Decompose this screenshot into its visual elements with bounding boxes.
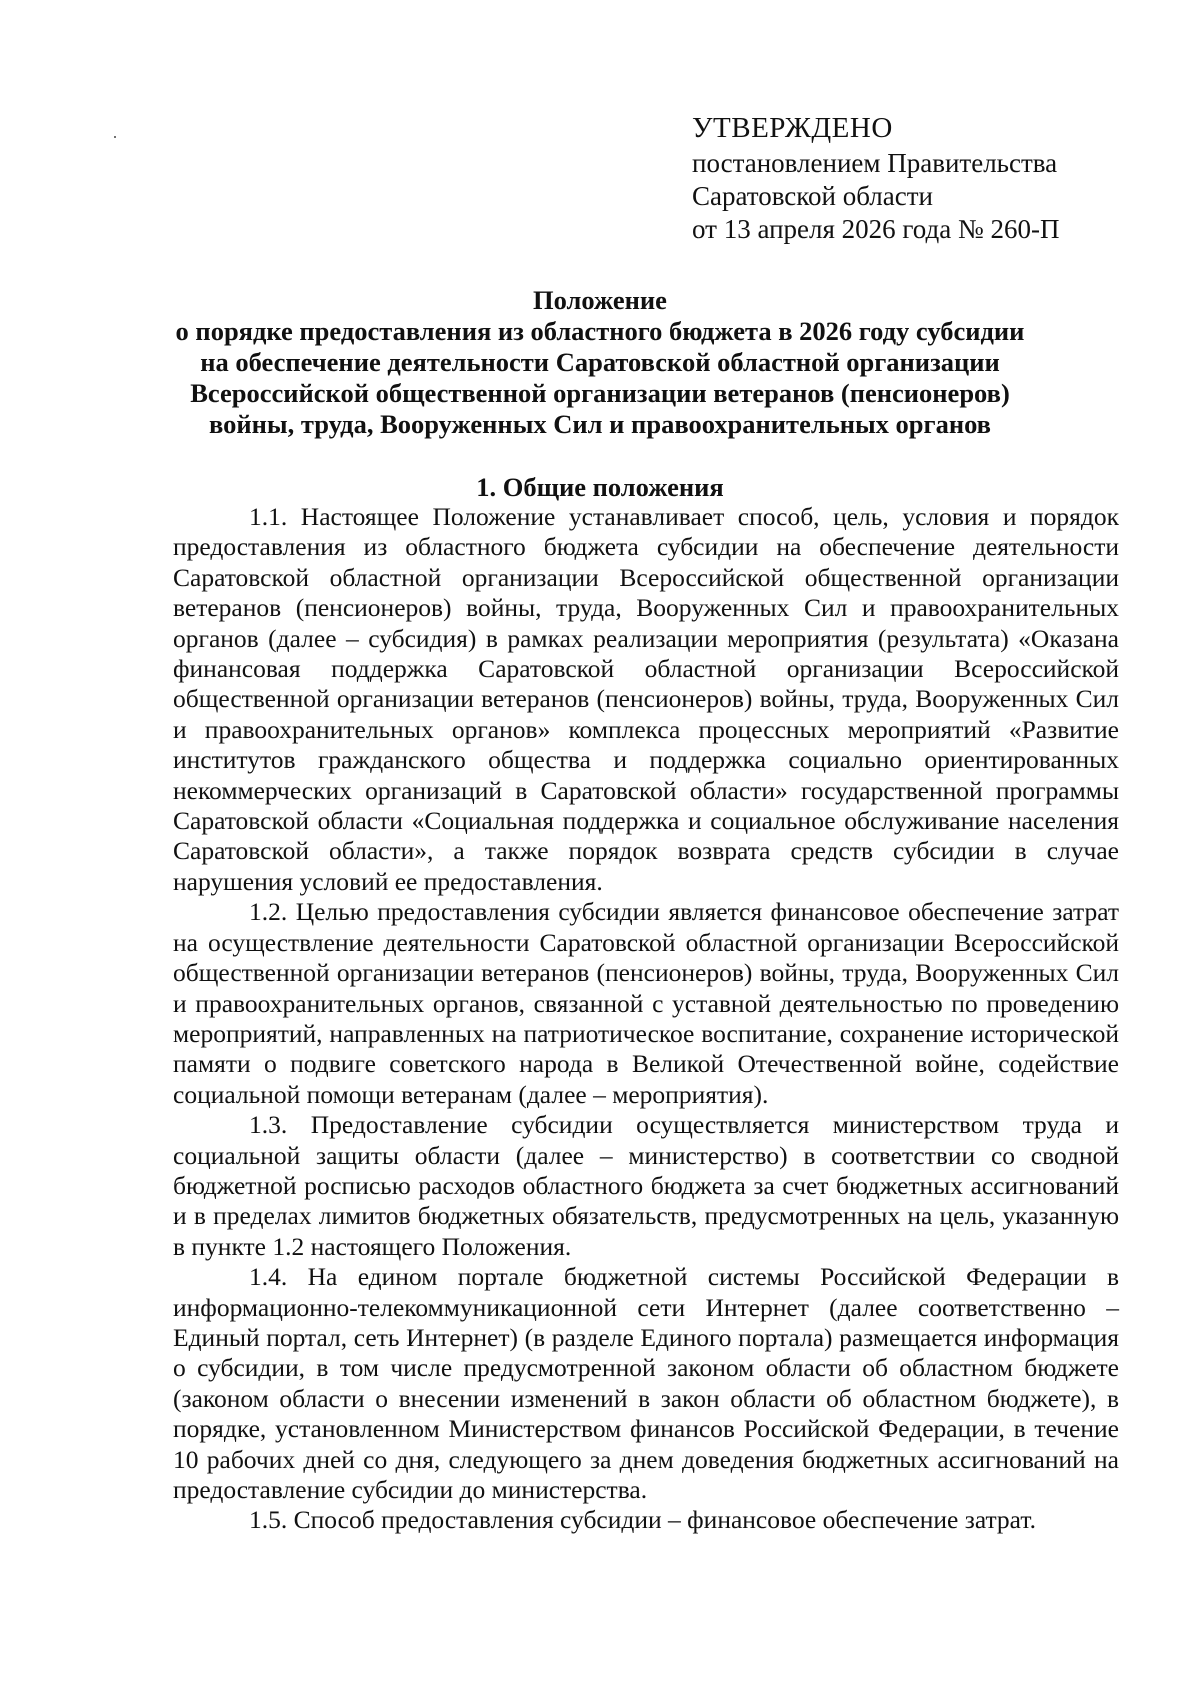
document-title-line-1: Положение — [533, 285, 667, 315]
approval-stamp — [692, 112, 1152, 246]
paragraph-1-4: 1.4. На едином портале бюджетной системы Российской Федерации в информационно-телекоммуникационной сети Интернет (далее соответственно – Единый портал, сеть Интернет) (в разделе Единого портала) размещается информация о субсидии, в том числе предусмотренной законом области об областном бюджете (законом области о внесении изменений в закон области об областном бюджете), в порядке, установленном Министерством финансов Российской Федерации, в течение 10 рабочих дней со дня, следующего за днем доведения бюджетных ассигнований на предоставление субсидии до министерства. — [173, 1262, 1119, 1504]
approval-stamp-line-1: постановлением Правительства — [692, 148, 1058, 178]
approval-stamp-approved: УТВЕРЖДЕНО — [692, 112, 893, 144]
approval-stamp-line-3: от 13 апреля 2026 года № 260-П — [692, 214, 1060, 244]
paragraph-1-1: 1.1. Настоящее Положение устанавливает способ, цель, условия и порядок предоставления из областного бюджета субсидии на обеспечение деятельности Саратовской областной организации Всероссийской общественной организации ветеранов (пенсионеров) войны, труда, Вооруженных Сил и правоохранительных органов (далее – субсидия) в рамках реализации мероприятия (результата) «Оказана финансовая поддержка Саратовской областной организации Всероссийской общественной организации ветеранов (пенсионеров) войны, труда, Вооруженных Сил и правоохранительных органов» комплекса процессных мероприятий «Развитие институтов гражданского общества и поддержка социально ориентированных некоммерческих организаций в Саратовской области» государственной программы Саратовской области «Социальная поддержка и социальное обслуживание населения Саратовской области», а также порядок возврата средств субсидии в случае нарушения условий ее предоставления. — [173, 502, 1119, 896]
scan-speck — [114, 136, 116, 138]
paragraph-1-3: 1.3. Предоставление субсидии осуществляется министерством труда и социальной защиты области (далее – министерство) в соответствии со сводной бюджетной росписью расходов областного бюджета за счет бюджетных ассигнований и в пределах лимитов бюджетных обязательств, предусмотренных на цель, указанную в пункте 1.2 настоящего Положения. — [173, 1110, 1119, 1261]
approval-stamp-line-2: Саратовской области — [692, 181, 933, 211]
paragraph-1-5: 1.5. Способ предоставления субсидии – финансовое обеспечение затрат. — [249, 1505, 1036, 1535]
document-title-line-5: войны, труда, Вооруженных Сил и правоохранительных органов — [209, 409, 991, 439]
section-heading: 1. Общие положения — [476, 472, 724, 502]
document-title-line-4: Всероссийской общественной организации ветеранов (пенсионеров) — [190, 378, 1010, 408]
document-title-line-2: о порядке предоставления из областного бюджета в 2026 году субсидии — [175, 316, 1025, 346]
section-body — [173, 502, 1119, 1536]
document-title — [100, 285, 1100, 440]
document-title-line-3: на обеспечение деятельности Саратовской областной организации — [200, 347, 1000, 377]
paragraph-1-2: 1.2. Целью предоставления субсидии является финансовое обеспечение затрат на осуществление деятельности Саратовской областной организации Всероссийской общественной организации ветеранов (пенсионеров) войны, труда, Вооруженных Сил и правоохранительных органов, связанной с уставной деятельностью по проведению мероприятий, направленных на патриотическое воспитание, сохранение исторической памяти о подвиге советского народа в Великой Отечественной войне, содействие социальной помощи ветеранам (далее – мероприятия). — [173, 897, 1119, 1109]
